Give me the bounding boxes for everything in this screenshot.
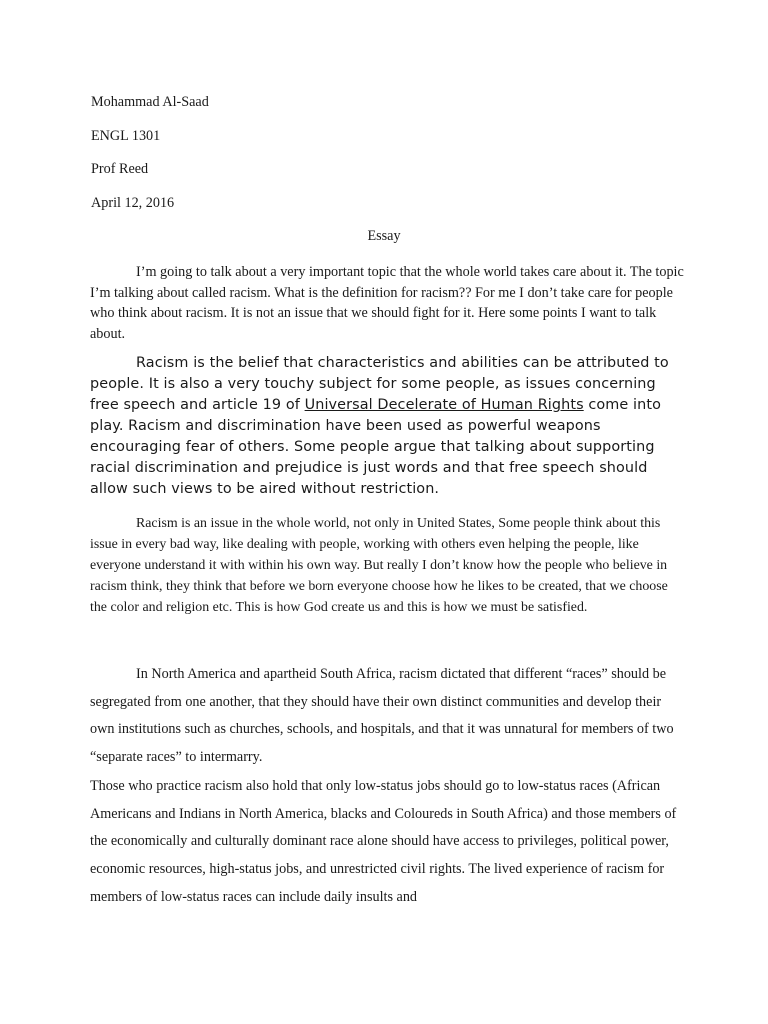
paragraph-2-text-start: Racism is the belief that characteristics and abilities can be attributed to people. It is also a very touchy subject for some people, as issues concerning free speech and article 19 of — [90, 355, 669, 413]
course-code: ENGL 1301 — [91, 128, 161, 144]
paragraph-5: Those who practice racism also hold that only low-status jobs should go to low-status races (African Americans and Indians in North America, blacks and Coloureds in South Africa) and those members of the economically and culturally dominant race alone should have access to privileges, political power, economic resources, high-status jobs, and unrestricted civil rights. The lived experience of racism for members of low-status races can include daily insults and — [90, 778, 677, 905]
paragraph-3-text: Racism is an issue in the whole world, not only in United States, Some people think about this issue in every bad way, like dealing with people, working with others even helping the people, like everyone understand it with within his own way. But really I don’t know how the people who believe in racism think, they think that before we born everyone choose how he likes to be created, that we choose the color and religion etc. This is how God create us and this is how we must be satisfied. — [90, 516, 668, 615]
paragraph-2 — [90, 353, 686, 500]
essay-title: Essay — [367, 228, 401, 244]
paragraph-3 — [90, 513, 686, 618]
paragraph-1-text: I’m going to talk about a very important topic that the whole world takes care about it. The topic I’m talking about called racism. What is the definition for racism?? For me I don’t take care for people who think about racism. It is not an issue that we should fight for it. Here some points I want to talk about. — [90, 264, 684, 342]
paragraph-1 — [90, 262, 686, 344]
author-name: Mohammad Al-Saad — [91, 94, 209, 110]
professor-name: Prof Reed — [91, 161, 149, 177]
paragraph-4-text: In North America and apartheid South Africa, racism dictated that different “races” should be segregated from one another, that they should have their own distinct communities and develop their own institutions such as churches, schools, and hospitals, and that it was unnatural for members of two “separate races” to intermarry. — [90, 666, 674, 766]
udhr-link[interactable]: Universal Decelerate of Human Rights — [304, 397, 584, 413]
paragraph-4 — [90, 661, 686, 772]
paragraph-2-text-end: come into play. Racism and discrimination have been used as powerful weapons encouraging fear of others. Some people argue that talking about supporting racial discrimination and prejudice is just words and that free speech should allow such views to be aired without restriction. — [90, 397, 662, 497]
essay-date: April 12, 2016 — [91, 195, 175, 211]
